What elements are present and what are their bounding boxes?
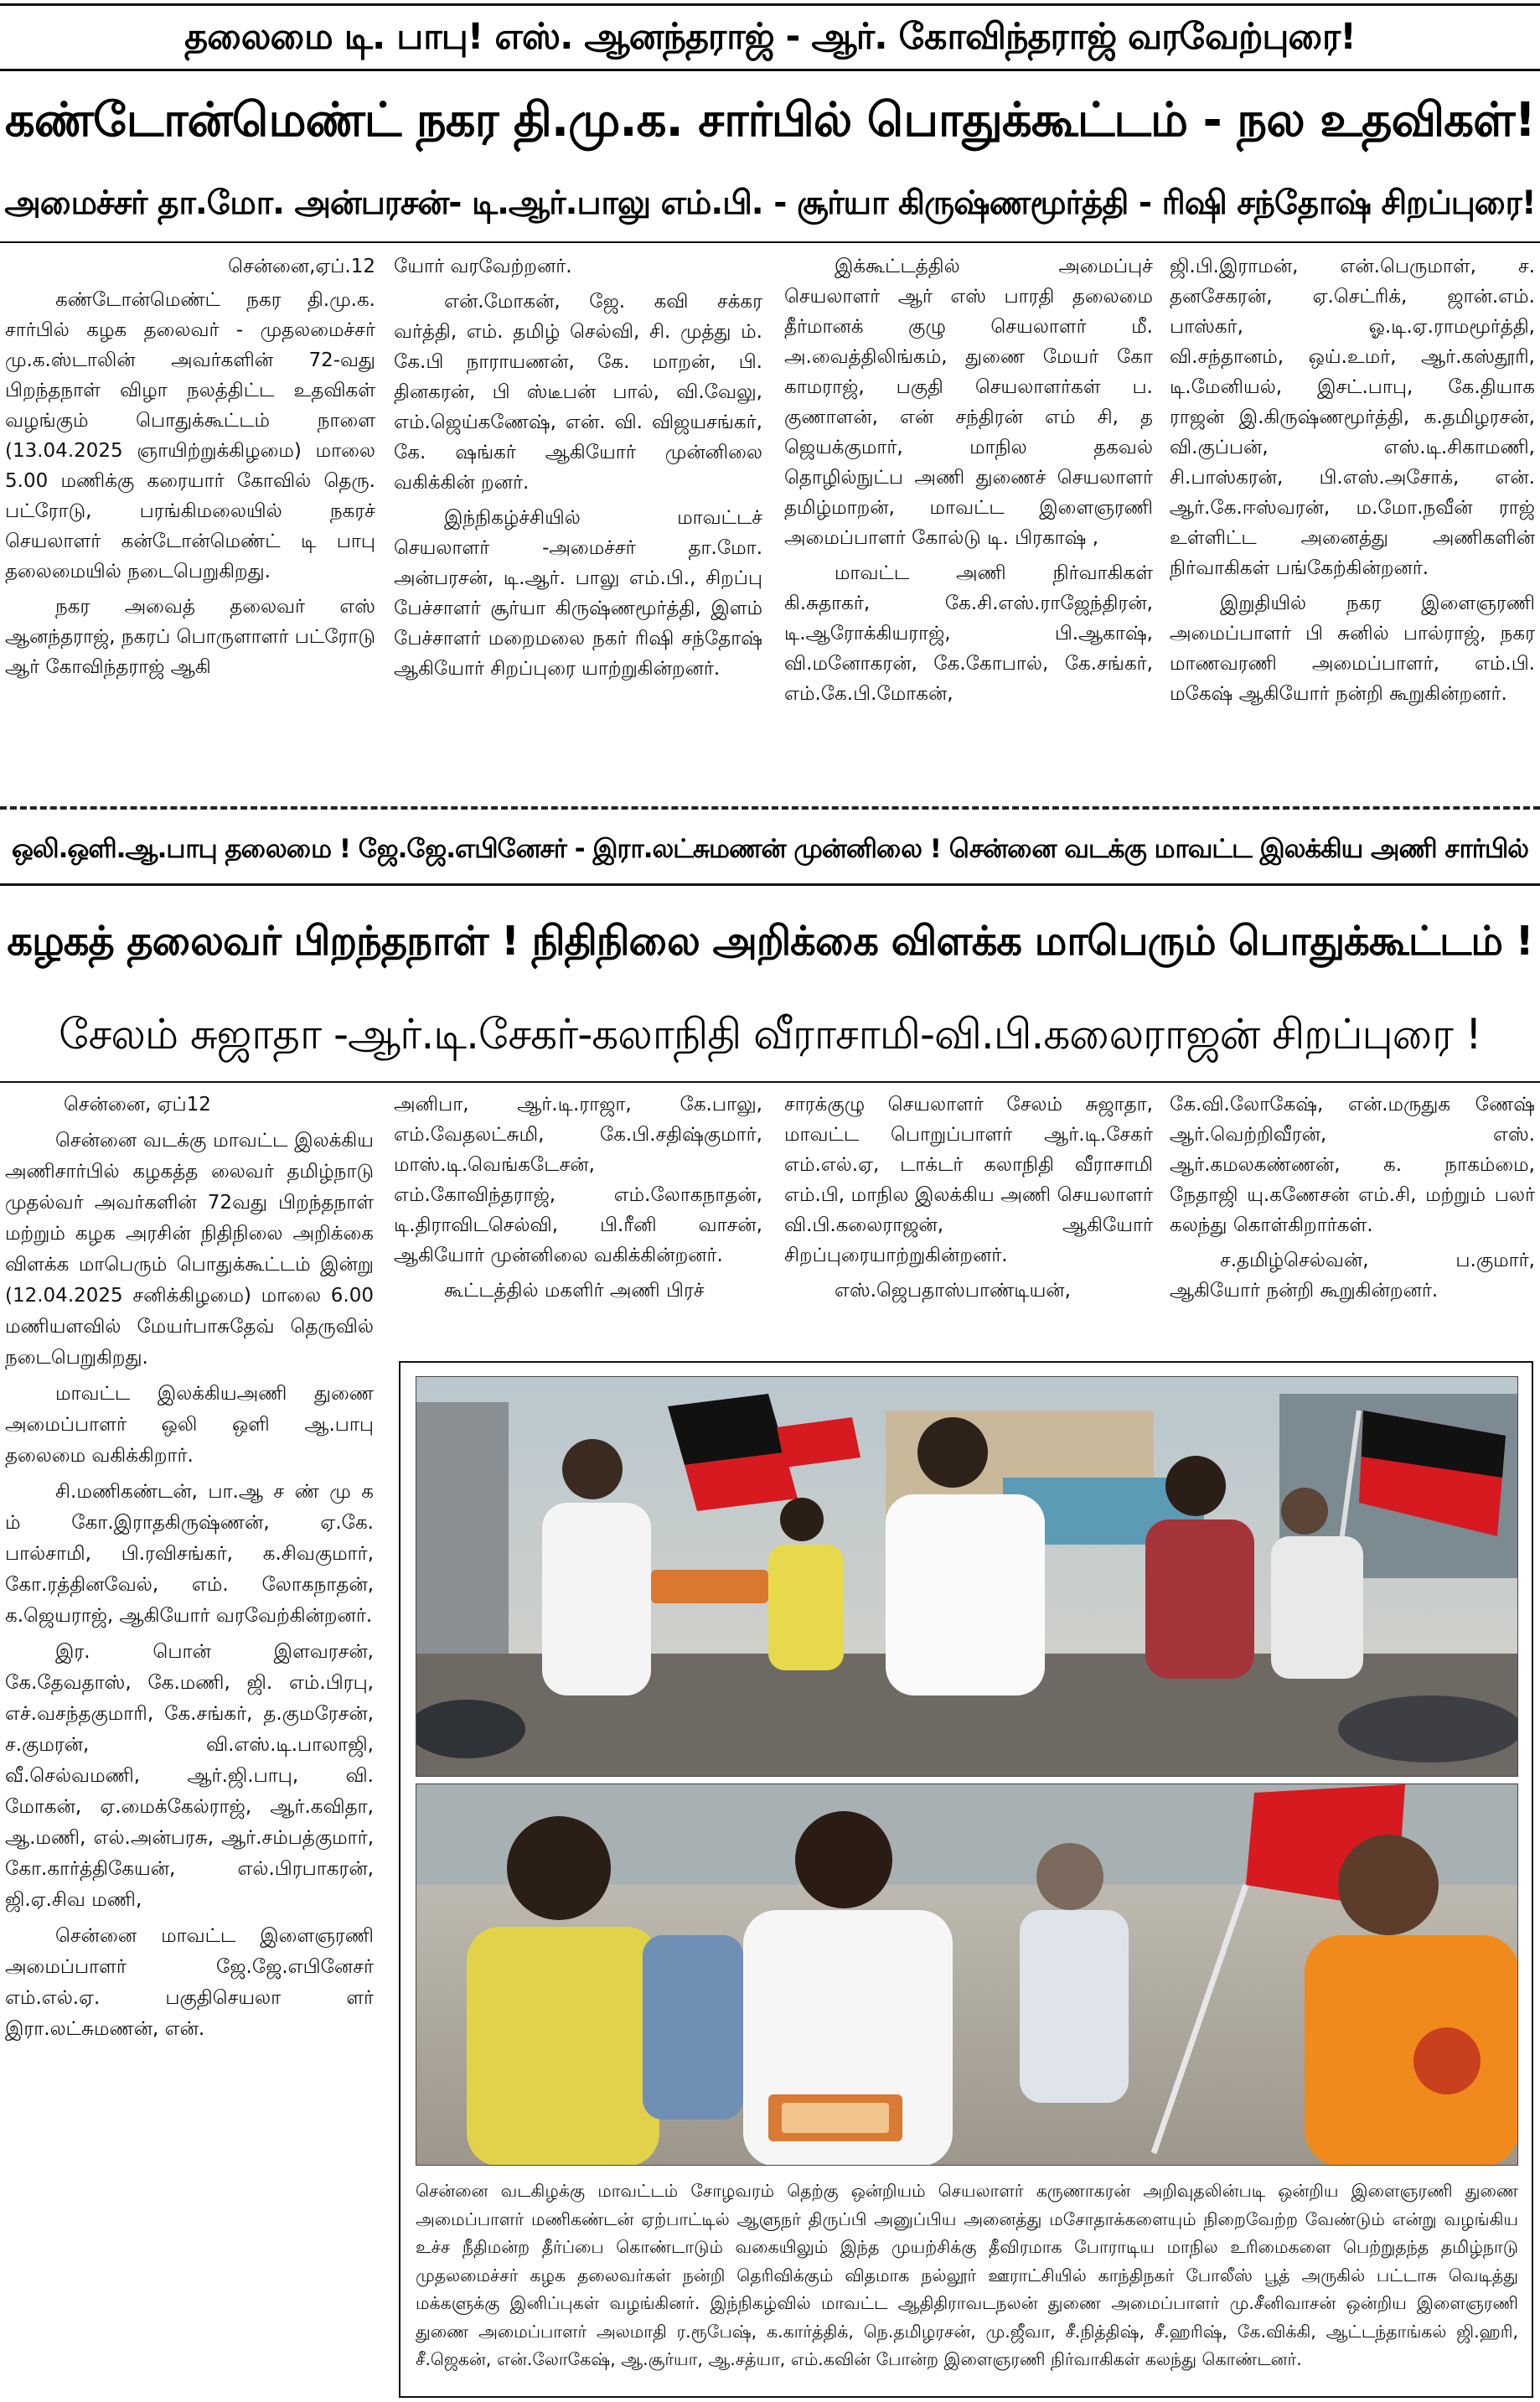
article1-col1-para: கண்டோன்மெண்ட் நகர தி.மு.க. சார்பில் கழக தலைவர் - முதலமைச்சர் மு.க.ஸ்டாலின் அவர்களின் 72-வது பிறந்தநாள் விழா நலத்திட்ட உதவிகள் வழங்கும் பொதுக்கூட்டம் நாளை (13.04.2025 ஞாயிற்றுக்கிழமை) மாலை 5.00 மணிக்கு கரையார் கோவில் தெரு. பட்ரோடு, பரங்கிமலையில் நகரச் செயலாளர் கன்டோன்மெண்ட் டி பாபு தலைமையில் நடைபெறுகிறது. (5, 289, 375, 582)
article2-col3-para: சாரக்குழு செயலாளர் சேலம் சுஜாதா, மாவட்ட பொறுப்பாளர் ஆர்.டி.சேகர் எம்.எல்.ஏ, டாக்டர் கலாநிதி வீராசாமி எம்.பி, மாநில இலக்கிய அணி செயலாளர் வி.பி.கலைராஜன், ஆகியோர் சிறப்புரையாற்றுகின்றனர். (784, 1094, 1153, 1266)
article1-col2-para: என்.மோகன், ஜே. கவி சக்கர வர்த்தி, எம். தமிழ் செல்வி, சி. முத்து ம். கே.பி நாராயணன், கே. மாறன், பி. தினகரன், பி ஸ்டீபன் பால், வி.வேலு, எம்.ஜெய்கணேஷ், என். வி. விஜயசங்கர், கே. ஷங்கர் ஆகியோர் முன்னிலை வகிக்கின் றனர். (394, 291, 762, 494)
top-rule (0, 3, 1540, 6)
article1-column-3 (784, 251, 1153, 805)
article2-col1-para: மாவட்ட இலக்கியஅணி துணை அமைப்பாளர் ஒலி ஒளி ஆ.பாபு தலைமை வகிக்கிறார். (5, 1383, 374, 1467)
article1-column-2 (394, 251, 762, 805)
event-photo-top-image (416, 1377, 1518, 1777)
article2-col1-para: இர. பொன் இளவரசன், கே.தேவதாஸ், கே.மணி, ஜி. எம்.பிரபு, எச்.வசந்தகுமாரி, கே.சங்கர், த.குமரேசன், ச.குமரன், வி.எஸ்.டி.பாலாஜி, வீ.செல்வமணி, ஆர்.ஜி.பாபு, வி. மோகன், ஏ.மைக்கேல்ராஜ், ஆர்.கவிதா, ஆ.மணி, எல்.அன்பரசு, ஆர்.சம்பத்குமார், கோ.கார்த்திகேயன், எல்.பிரபாகரன், ஜி.ஏ.சிவ மணி, (5, 1641, 374, 1911)
event-photo-top (416, 1376, 1518, 1777)
article1-col4-para: ஜி.பி.இராமன், என்.பெருமாள், ச. தனசேகரன், ஏ.செட்ரிக், ஜான்.எம். பாஸ்கர், ஓ.டி.ஏ.ராமமூர்த்தி, வி.சந்தானம், ஒய்.உமர், ஆர்.கஸ்தூரி, டி.மேனியல், இசட்.பாபு, கே.தியாக ராஜன் இ.கிருஷ்ணமூர்த்தி, க.தமிழரசன், வி.குப்பன், எஸ்.டி.சிகாமணி, சி.பாஸ்கரன், பி.எஸ்.அசோக், என். ஆர்.கே.ஈஸ்வரன், ம.மோ.நவீன் ராஜ் உள்ளிட்ட அனைத்து அணிகளின் நிர்வாகிகள் பங்கேற்கின்றனர். (1170, 256, 1535, 579)
article2-col1-para: சென்னை மாவட்ட இளைஞரணி அமைப்பாளர் ஜே.ஜே.எபினேசர் எம்.எல்.ஏ. பகுதிசெயலா ளர் இரா.லட்சுமணன், என். (5, 1925, 374, 2040)
article1-col4-para: இறுதியில் நகர இளைஞரணி அமைப்பாளர் பி சுனில் பால்ராஜ், நகர மாணவரணி அமைப்பாளர், எம்.பி. மகேஷ் ஆகியோர் நன்றி கூறுகின்றனர். (1170, 593, 1535, 705)
article2-column-2 (394, 1090, 762, 1358)
photo-box (399, 1361, 1533, 2398)
photo-caption: சென்னை வடகிழக்கு மாவட்டம் சோழவரம் தெற்கு ஒன்றியம் செயலாளர் கருணாகரன் அறிவுதலின்படி ஒன்றிய இளைஞரணி துணை அமைப்பாளர் மணிகண்டன் ஏற்பாட்டில் ஆளுநர் திருப்பி அனுப்பிய அனைத்து மசோதாக்களையும் நிறைவேற்ற வேண்டும் என்று வழங்கிய உச்ச நீதிமன்ற தீர்ப்பை கொண்டாடும் வகையிலும் இந்த முயற்சிக்கு தீவிரமாக போராடிய மாநில உரிமைகளை பெற்றுதந்த தமிழ்நாடு முதலமைச்சர் கழக தலைவர்கள் நன்றி தெரிவிக்கும் விதமாக நல்லூர் ஊராட்சியில் காந்திநகர் போலீஸ் பூத் அருகில் பட்டாசு வெடித்து மக்களுக்கு இனிப்புகள் வழங்கினர். இந்நிகழ்வில் மாவட்ட ஆதிதிராவடநலன் துணை அமைப்பாளர் மு.சீனிவாசன் ஒன்றிய இளைஞரணி துணை அமைப்பாளர் அலமாதி ர.ரூபேஷ், க.கார்த்திக், நெ.தமிழரசன், மு.ஜீவா, சீ.நித்திஷ், சீ.ஹரிஷ், கே.விக்கி, ஆட்டந்தாங்கல் ஜி.ஹரி, சீ.ஜெகன், என்.லோகேஷ், ஆ.சூர்யா, ஆ.சத்யா, எம்.கவின் போன்ற இளைஞரணி நிர்வாகிகள் கலந்து கொண்டனர். (416, 2181, 1518, 2370)
article2-rule-upper (0, 883, 1540, 886)
article1-rule-upper (0, 69, 1540, 71)
article1-subhead: அமைச்சர் தா.மோ. அன்பரசன்- டி.ஆர்.பாலு எம்.பி. - சூர்யா கிருஷ்ணமூர்த்தி - ரிஷி சந்தோஷ் சிறப்புரை! (4, 184, 1536, 222)
article-separator (0, 806, 1540, 810)
article1-headline: கண்டோன்மெண்ட் நகர தி.மு.க. சார்பில் பொதுக்கூட்டம் - நல உதவிகள்! (4, 93, 1536, 148)
event-photo-bottom (416, 1783, 1518, 2166)
article1-kicker: தலைமை டி. பாபு! எஸ். ஆனந்தராஜ் - ஆர். கோவிந்தராஜ் வரவேற்புரை! (184, 16, 1356, 58)
article2-col2-para: கூட்டத்தில் மகளிர் அணி பிரச் (444, 1280, 705, 1302)
article2-rule-lower (0, 1081, 1540, 1083)
article2-col2-para: அனிபா, ஆர்.டி.ராஜா, கே.பாலு, எம்.வேதலட்சுமி, கே.பி.சதிஷ்குமார், மாஸ்.டி.வெங்கடேசன், எம்.கோவிந்தராஜ், எம்.லோகநாதன், டி.திராவிடசெல்வி, பி.ரீனி வாசன், ஆகியோர் முன்னிலை வகிக்கின்றனர். (394, 1094, 762, 1266)
article1-column-1 (5, 251, 375, 805)
article1-col2-para: யோர் வரவேற்றனர். (394, 256, 572, 277)
article1-dateline: சென்னை,ஏப்.12 (228, 256, 375, 277)
article1-col3-para: இக்கூட்டத்தில் அமைப்புச் செயலாளர் ஆர் எஸ் பாரதி தலைமை தீர்மானக் குழு செயலாளர் மீ. அ.வைத்திலிங்கம், துணை மேயர் கோ காமராஜ், பகுதி செயலாளர்கள் ப. குணாளன், என் சந்திரன் எம் சி, த ஜெயக்குமார், மாநில தகவல் தொழில்நுட்ப அணி துணைச் செயலாளர் தமிழ்மாறன், மாவட்ட இளைஞரணி அமைப்பாளர் கோல்டு டி. பிரகாஷ் , (784, 256, 1153, 549)
article2-dateline: சென்னை, ஏப்12 (64, 1094, 211, 1116)
article1-col1-para: நகர அவைத் தலைவர் எஸ் ஆனந்தராஜ், நகரப் பொருளாளர் பட்ரோடு ஆர் கோவிந்தராஜ் ஆகி (5, 596, 375, 678)
article2-col4-para: ச.தமிழ்செல்வன், ப.குமார், ஆகியோர் நன்றி கூறுகின்றனர். (1170, 1250, 1535, 1302)
event-photo-bottom-image (416, 1784, 1518, 2166)
article2-column-4 (1170, 1090, 1535, 1358)
article2-col1-para: சி.மணிகண்டன், பா.ஆ ச ண் மு க ம் கோ.இராதகிருஷ்ணன், ஏ.கே. பால்சாமி, பி.ரவிசங்கர், க.சிவகுமார், கோ.ரத்தினவேல், எம். லோகநாதன், க.ஜெயராஜ், ஆகியோர் வரவேற்கின்றனர். (5, 1481, 374, 1627)
article2-column-1 (5, 1090, 374, 2397)
article2-headline: கழகத் தலைவர் பிறந்தநாள் ! நிதிநிலை அறிக்கை விளக்க மாபெரும் பொதுக்கூட்டம் ! (7, 918, 1533, 965)
article2-col4-para: கே.வி.லோகேஷ், என்.மருதுக ணேஷ் ஆர்.வெற்றிவீரன், எஸ். ஆர்.கமலகண்ணன், க. நாகம்மை, நேதாஜி யு.கணேசன் எம்.சி, மற்றும் பலர் கலந்து கொள்கிறார்கள். (1170, 1094, 1535, 1236)
article1-rule-lower (0, 241, 1540, 243)
article2-subhead: சேலம் சுஜாதா -ஆர்.டி.சேகர்-கலாநிதி வீராசாமி-வி.பி.கலைராஜன் சிறப்புரை ! (59, 1010, 1481, 1059)
article2-column-3 (784, 1090, 1153, 1358)
article2-kicker: ஒலி.ஒளி.ஆ.பாபு தலைமை ! ஜே.ஜே.எபினேசர் - இரா.லட்சுமணன் முன்னிலை ! சென்னை வடக்கு மாவட்ட இலக்கிய அணி சார்பில் (12, 834, 1528, 864)
article1-column-4 (1170, 251, 1535, 805)
article2-col1-para: சென்னை வடக்கு மாவட்ட இலக்கிய அணிசார்பில் கழகத்த லைவர் தமிழ்நாடு முதல்வர் அவர்களின் 72வது பிறந்தநாள் மற்றும் கழக அரசின் நிதிநிலை அறிக்கை விளக்க மாபெரும் பொதுக்கூட்டம் இன்று (12.04.2025 சனிக்கிழமை) மாலை 6.00 மணியளவில் மேயர்பாசுதேவ் தெருவில் நடைபெறுகிறது. (5, 1130, 374, 1369)
article1-col3-para: மாவட்ட அணி நிர்வாகிகள் கி.சுதாகர், கே.சி.எஸ்.ராஜேந்திரன், டி.ஆரோக்கியராஜ், பி.ஆகாஷ், வி.மனோகரன், கே.கோபால், கே.சங்கர், எம்.கே.பி.மோகன், (784, 562, 1153, 705)
article2-col3-para: எஸ்.ஜெபதாஸ்பாண்டியன், (835, 1280, 1071, 1302)
article1-col2-para: இந்நிகழ்ச்சியில் மாவட்டச் செயலாளர் -அமைச்சர் தா.மோ. அன்பரசன், டி.ஆர். பாலு எம்.பி., சிறப்பு பேச்சாளர் சூர்யா கிருஷ்ணமூர்த்தி, இளம் பேச்சாளர் மறைமலை நகர் ரிஷி சந்தோஷ் ஆகியோர் சிறப்புரை யாற்றுகின்றனர். (394, 507, 762, 680)
